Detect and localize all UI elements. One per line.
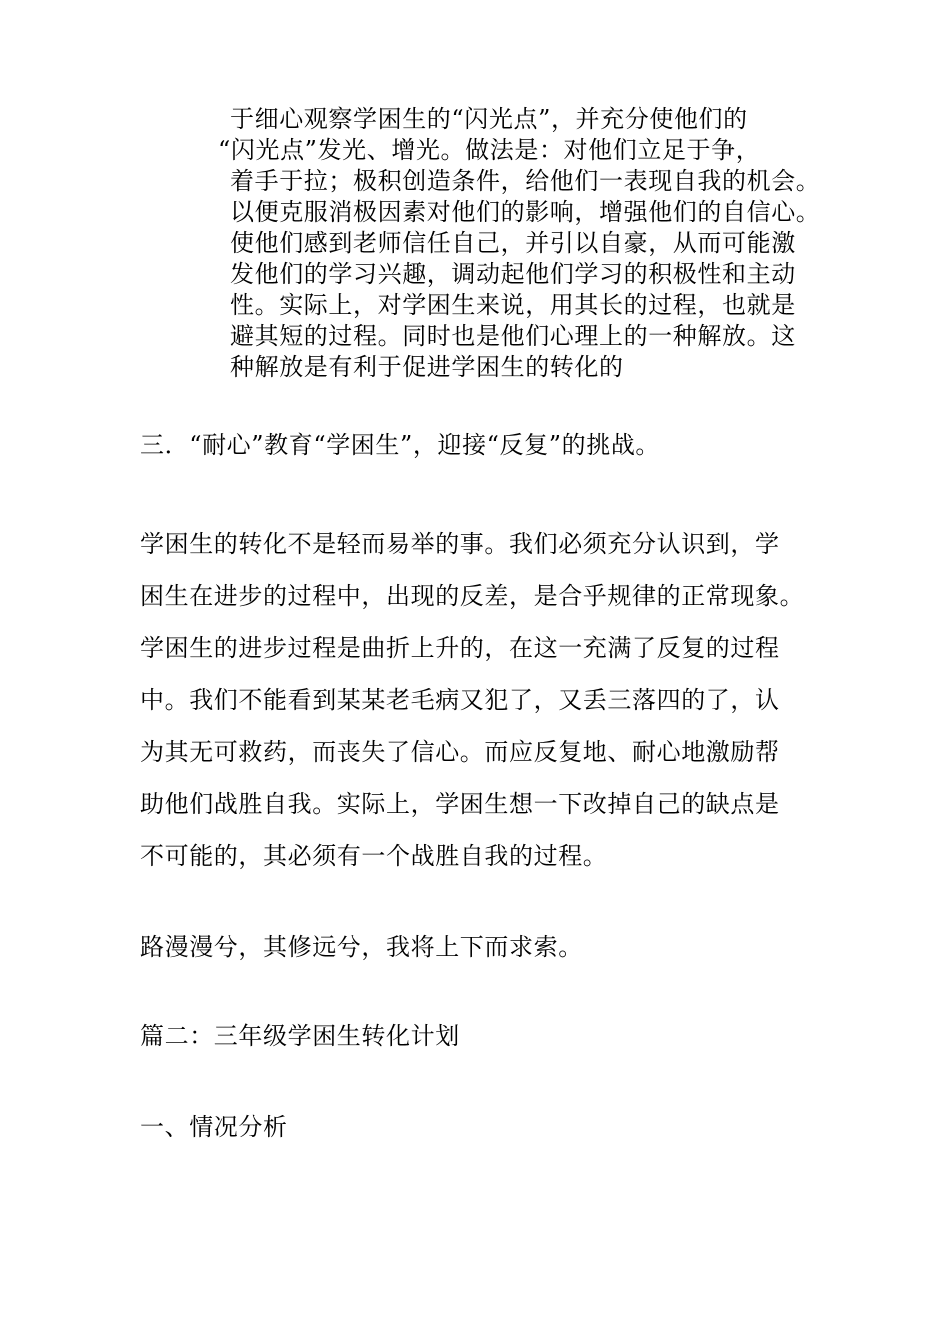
paragraph-line: 性。实际上，对学困生来说，用其长的过程，也就是 (230, 291, 796, 319)
paragraph-line: 学困生的转化不是轻而易举的事。我们必须充分认识到，学 (140, 530, 780, 558)
closing-line-text: 路漫漫兮，其修远兮，我将上下而求索。 (140, 933, 583, 961)
part-two-section-one-heading (140, 1110, 288, 1144)
paragraph-line: 中。我们不能看到某某老毛病又犯了，又丢三落四的了，认 (140, 686, 780, 714)
indented-paragraph (218, 104, 821, 383)
paragraph-line: 困生在进步的过程中，出现的反差，是合乎规律的正常现象。 (140, 582, 805, 610)
paragraph-line: 以便克服消极因素对他们的影响，增强他们的自信心。 (230, 198, 821, 226)
paragraph-line: 学困生的进步过程是曲折上升的，在这一充满了反复的过程 (140, 634, 780, 662)
section-heading-text: 一、情况分析 (140, 1113, 288, 1141)
paragraph-line: 使他们感到老师信任自己，并引以自豪，从而可能激 (230, 229, 796, 257)
section-heading-text: 三．“耐心”教育“学困生”，迎接“反复”的挑战。 (140, 431, 661, 459)
section-three-body (140, 518, 804, 882)
part-two-title (140, 1019, 460, 1053)
paragraph-line: “闪光点”发光、增光。做法是：对他们立足于争， (218, 136, 761, 164)
paragraph-line: 于细心观察学困生的“闪光点”，并充分使他们的 (230, 105, 748, 133)
paragraph-line: 着手于拉；极积创造条件，给他们一表现自我的机会。 (230, 167, 821, 195)
paragraph-line: 为其无可救药，而丧失了信心。而应反复地、耐心地激励帮 (140, 738, 780, 766)
paragraph-line: 助他们战胜自我。实际上，学困生想一下改掉自己的缺点是 (140, 790, 780, 818)
paragraph-line: 避其短的过程。同时也是他们心理上的一种解放。这 (230, 322, 796, 350)
part-two-title-text: 篇二：三年级学困生转化计划 (140, 1022, 460, 1050)
section-three-heading (140, 428, 660, 462)
paragraph-line: 不可能的，其必须有一个战胜自我的过程。 (140, 842, 608, 870)
paragraph-line: 种解放是有利于促进学困生的转化的 (230, 353, 624, 381)
closing-line (140, 930, 583, 964)
paragraph-line: 发他们的学习兴趣，调动起他们学习的积极性和主动 (230, 260, 796, 288)
